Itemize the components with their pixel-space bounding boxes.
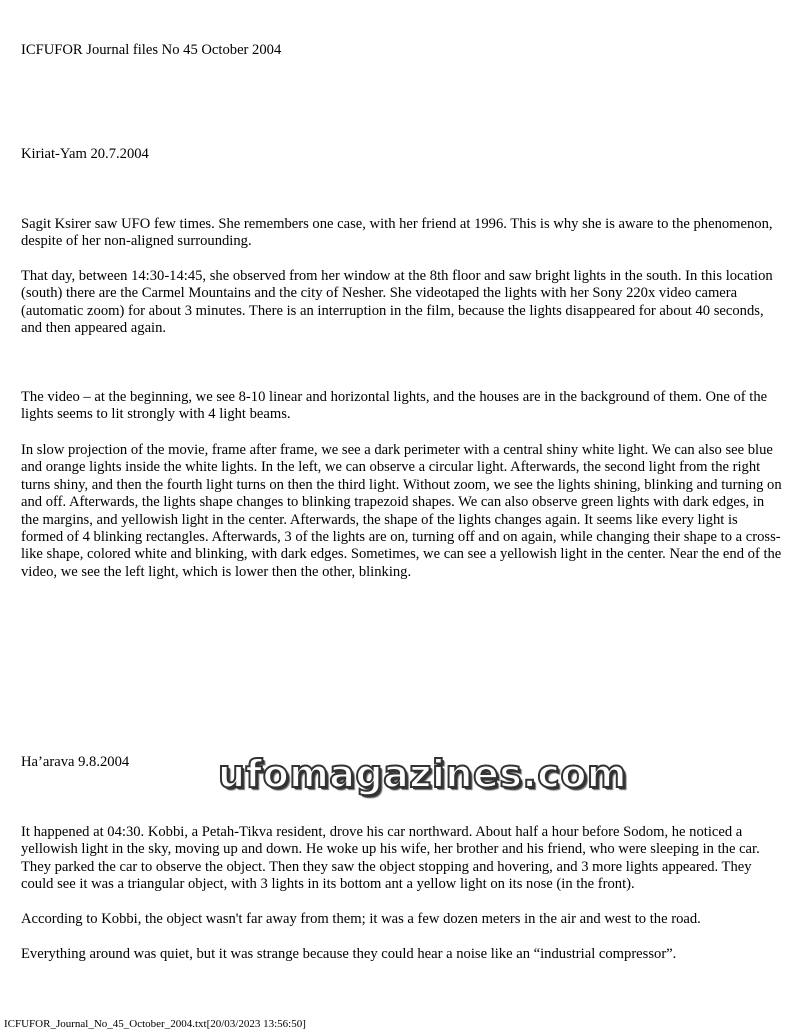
- paragraph: Everything around was quiet, but it was strange because they could hear a noise like an “industrial compressor”.: [21, 946, 677, 962]
- print-footer: ICFUFOR_Journal_No_45_October_2004.txt[20/03/2023 13:56:50]: [4, 1018, 306, 1030]
- section-heading-haarava: Ha’arava 9.8.2004: [21, 754, 130, 770]
- paragraph: That day, between 14:30-14:45, she observed from her window at the 8th floor and saw bright lights in the south. In this location (south) there are the Carmel Mountains and the city of Nesher. She videotaped the lights with her Sony 220x video camera (automatic zoom) for about 3 minutes. There is an interruption in the film, because the lights disappeared for about 40 seconds, and then appeared again.: [21, 268, 773, 337]
- paragraph: Sagit Ksirer saw UFO few times. She remembers one case, with her friend at 1996. This is why she is aware to the phenomenon, despite of her non-aligned surrounding.: [21, 216, 773, 250]
- paragraph: The video – at the beginning, we see 8-10 linear and horizontal lights, and the houses are in the background of them. One of the lights seems to lit strongly with 4 light beams.: [21, 389, 768, 423]
- watermark-logo: ufomagazines.com: [218, 752, 628, 796]
- paragraph: According to Kobbi, the object wasn't far away from them; it was a few dozen meters in the air and west to the road.: [21, 911, 701, 927]
- paragraph: It happened at 04:30. Kobbi, a Petah-Tikva resident, drove his car northward. About half a hour before Sodom, he noticed a yellowish light in the sky, moving up and down. He woke up his wife, her brother and his friend, who were sleeping in the car. They parked the car to observe the object. Then they saw the object stopping and hovering, and 3 more lights appeared. They could see it was a triangular object, with 3 lights in its bottom ant a yellow light on its nose (in the front).: [21, 824, 760, 893]
- section-heading-kiriat-yam: Kiriat-Yam 20.7.2004: [21, 146, 149, 162]
- paragraph: In slow projection of the movie, frame after frame, we see a dark perimeter with a central shiny white light. We can also see blue and orange lights inside the white lights. In the left, we can observe a circular light. Afterwards, the second light from the right turns shiny, and then the fourth light turns on then the third light. Without zoom, we see the lights shining, blinking and turning on and off. Afterwards, the lights shape changes to blinking trapezoid shapes. We can also observe green lights with dark edges, in the margins, and yellowish light in the center. Afterwards, the shape of the lights changes again. It seems like every light is formed of 4 blinking rectangles. Afterwards, 3 of the lights are on, turning off and on again, while changing their shape to a cross-like shape, colored white and blinking, with dark edges. Sometimes, we can see a yellowish light in the center. Near the end of the video, we see the left light, which is lower then the other, blinking.: [21, 442, 782, 580]
- document-header: ICFUFOR Journal files No 45 October 2004: [21, 42, 282, 58]
